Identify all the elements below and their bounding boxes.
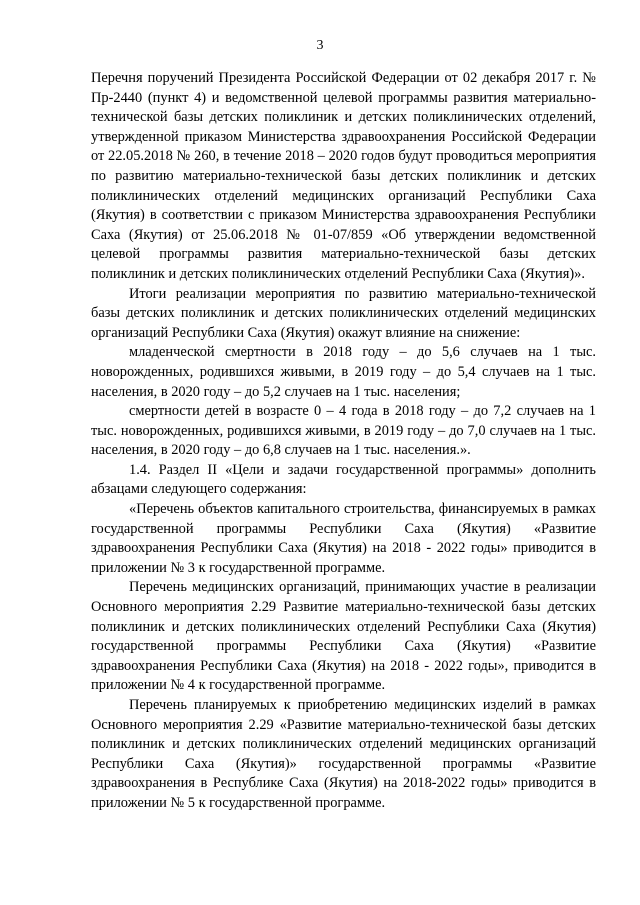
paragraph-medical-devices: Перечень планируемых к приобретению медицинских изделий в рамках Основного мероприятия 2.29 «Развитие материально-технической базы детских поликлиник и детских поликлинических отделений медицинских организаций Республики Саха (Якутия)» государственной программы «Развитие здравоохранения в Республике Саха (Якутия) на 2018-2022 годы» приводится в приложении № 5 к государственной программе.	[91, 697, 596, 811]
paragraph-section-1-4: 1.4. Раздел II «Цели и задачи государственной программы» дополнить абзацами следующего содержания:	[91, 461, 596, 498]
paragraph-infant-mortality: младенческой смертности в 2018 году – до 5,6 случаев на 1 тыс. новорожденных, родившихся живыми, в 2019 году – до 5,4 случаев на 1 тыс. населения, в 2020 году – до 5,2 случаев на 1 тыс. населения;	[91, 344, 596, 400]
paragraph-continued: Перечня поручений Президента Российской Федерации от 02 декабря 2017 г. № Пр-2440 (пункт 4) и ведомственной целевой программы развития материально-технической базы детских поликлиник и детских поликлинических отделений, утвержденной приказом Министерства здравоохранения Российской Федерации от 22.05.2018 № 260, в течение 2018 – 2020 годов будут проводиться мероприятия по развитию материально-технической базы детских поликлиник и детских поликлинических отделений медицинских организаций Республики Саха (Якутия) в соответствии с приказом Министерства здравоохранения Республики Саха (Якутия) от 25.06.2018 № 01-07/859 «Об утверждении ведомственной целевой программы развития материально-технической базы детских поликлиник и детских поликлинических отделений Республики Саха (Якутия)».	[91, 70, 596, 282]
paragraph-medical-organizations: Перечень медицинских организаций, принимающих участие в реализации Основного мероприятия 2.29 Развитие материально-технической базы детских поликлиник и детских поликлинических отделений Республики Саха (Якутия) государственной программы Республики Саха (Якутия) «Развитие здравоохранения Республики Саха (Якутия) на 2018 - 2022 годы», приводится в приложении № 4 к государственной программе.	[91, 579, 596, 694]
document-body	[91, 69, 596, 814]
page-number: 3	[316, 38, 324, 53]
paragraph-results: Итоги реализации мероприятия по развитию материально-технической базы детских поликлиник и детских поликлинических отделений медицинских организаций Республики Саха (Якутия) окажут влияние на снижение:	[91, 285, 596, 341]
paragraph-capital-construction: «Перечень объектов капитального строительства, финансируемых в рамках государственной программы Республики Саха (Якутия) «Развитие здравоохранения Республики Саха (Якутия) на 2018 - 2022 годы» приводится в приложении № 3 к государственной программе.	[91, 501, 596, 576]
paragraph-child-mortality: смертности детей в возрасте 0 – 4 года в 2018 году – до 7,2 случаев на 1 тыс. новорожденных, родившихся живыми, в 2019 году – до 7,0 случаев на 1 тыс. населения, в 2020 году – до 6,8 случаев на 1 тыс. населения.».	[91, 403, 596, 459]
